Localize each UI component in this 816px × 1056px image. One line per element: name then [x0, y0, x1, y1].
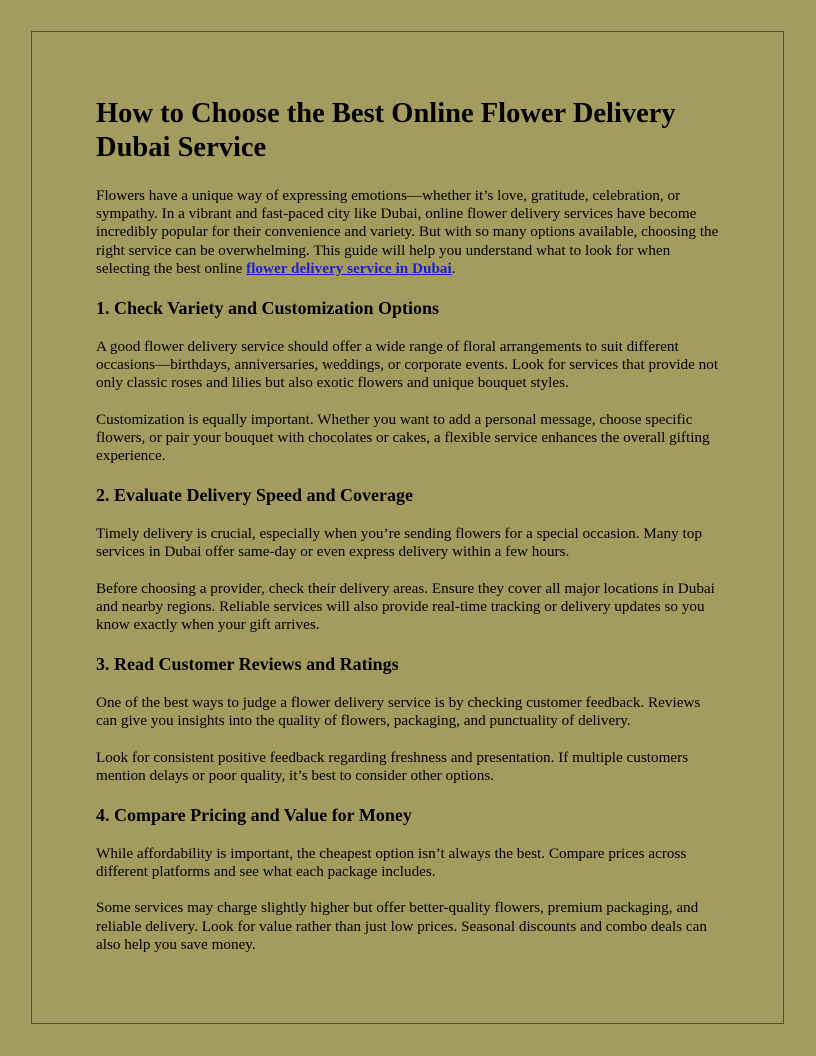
article-title: How to Choose the Best Online Flower Delivery Dubai Service — [96, 98, 676, 163]
section-1-paragraph-2: Customization is equally important. Whether you want to add a personal message, choose specific flowers, or pair your bouquet with chocolates or cakes, a flexible service enhances the overall gifting experience. — [96, 410, 710, 465]
section-4-heading: 4. Compare Pricing and Value for Money — [96, 805, 412, 826]
section-4-paragraph-2: Some services may charge slightly higher but offer better-quality flowers, premium packaging, and reliable delivery. Look for value rather than just low prices. Seasonal discounts and combo deals can also help you save money. — [96, 899, 707, 953]
intro-paragraph — [96, 187, 722, 278]
flower-delivery-link[interactable]: flower delivery service in Dubai — [246, 259, 452, 277]
section-4-paragraph-1: While affordability is important, the cheapest option isn’t always the best. Compare prices across different platforms and see what each package includes. — [96, 845, 687, 881]
section-1-heading: 1. Check Variety and Customization Options — [96, 298, 440, 319]
section-1-paragraph-1: A good flower delivery service should offer a wide range of floral arrangements to suit different occasions—birthdays, anniversaries, weddings, or corporate events. Look for services that provide not only classic roses and lilies but also exotic flowers and unique bouquet styles. — [96, 338, 719, 392]
section-3-paragraph-2: Look for consistent positive feedback regarding freshness and presentation. If multiple customers mention delays or poor quality, it’s best to consider other options. — [96, 748, 689, 784]
intro-after-link: . — [451, 259, 456, 277]
intro-text: Flowers have a unique way of expressing emotions—whether it’s love, gratitude, celebration, or sympathy. In a vibrant and fast-paced city like Dubai, online flower delivery services have become incredibly popular for their convenience and variety. But with so many options available, choosing the right service can be overwhelming. This guide will help you understand what to look for when selecting the best online — [96, 187, 719, 277]
section-2-paragraph-1: Timely delivery is crucial, especially when you’re sending flowers for a special occasion. Many top services in Dubai offer same-day or even express delivery within a few hours. — [96, 525, 702, 561]
article-body — [96, 97, 722, 954]
section-3-heading: 3. Read Customer Reviews and Ratings — [96, 654, 399, 675]
section-2-paragraph-2: Before choosing a provider, check their delivery areas. Ensure they cover all major locations in Dubai and nearby regions. Reliable services will also provide real-time tracking or delivery updates so you know exactly when your gift arrives. — [96, 579, 715, 634]
section-3-paragraph-1: One of the best ways to judge a flower delivery service is by checking customer feedback. Reviews can give you insights into the quality of flowers, packaging, and punctuality of delivery. — [96, 694, 701, 730]
section-2-heading: 2. Evaluate Delivery Speed and Coverage — [96, 485, 413, 506]
